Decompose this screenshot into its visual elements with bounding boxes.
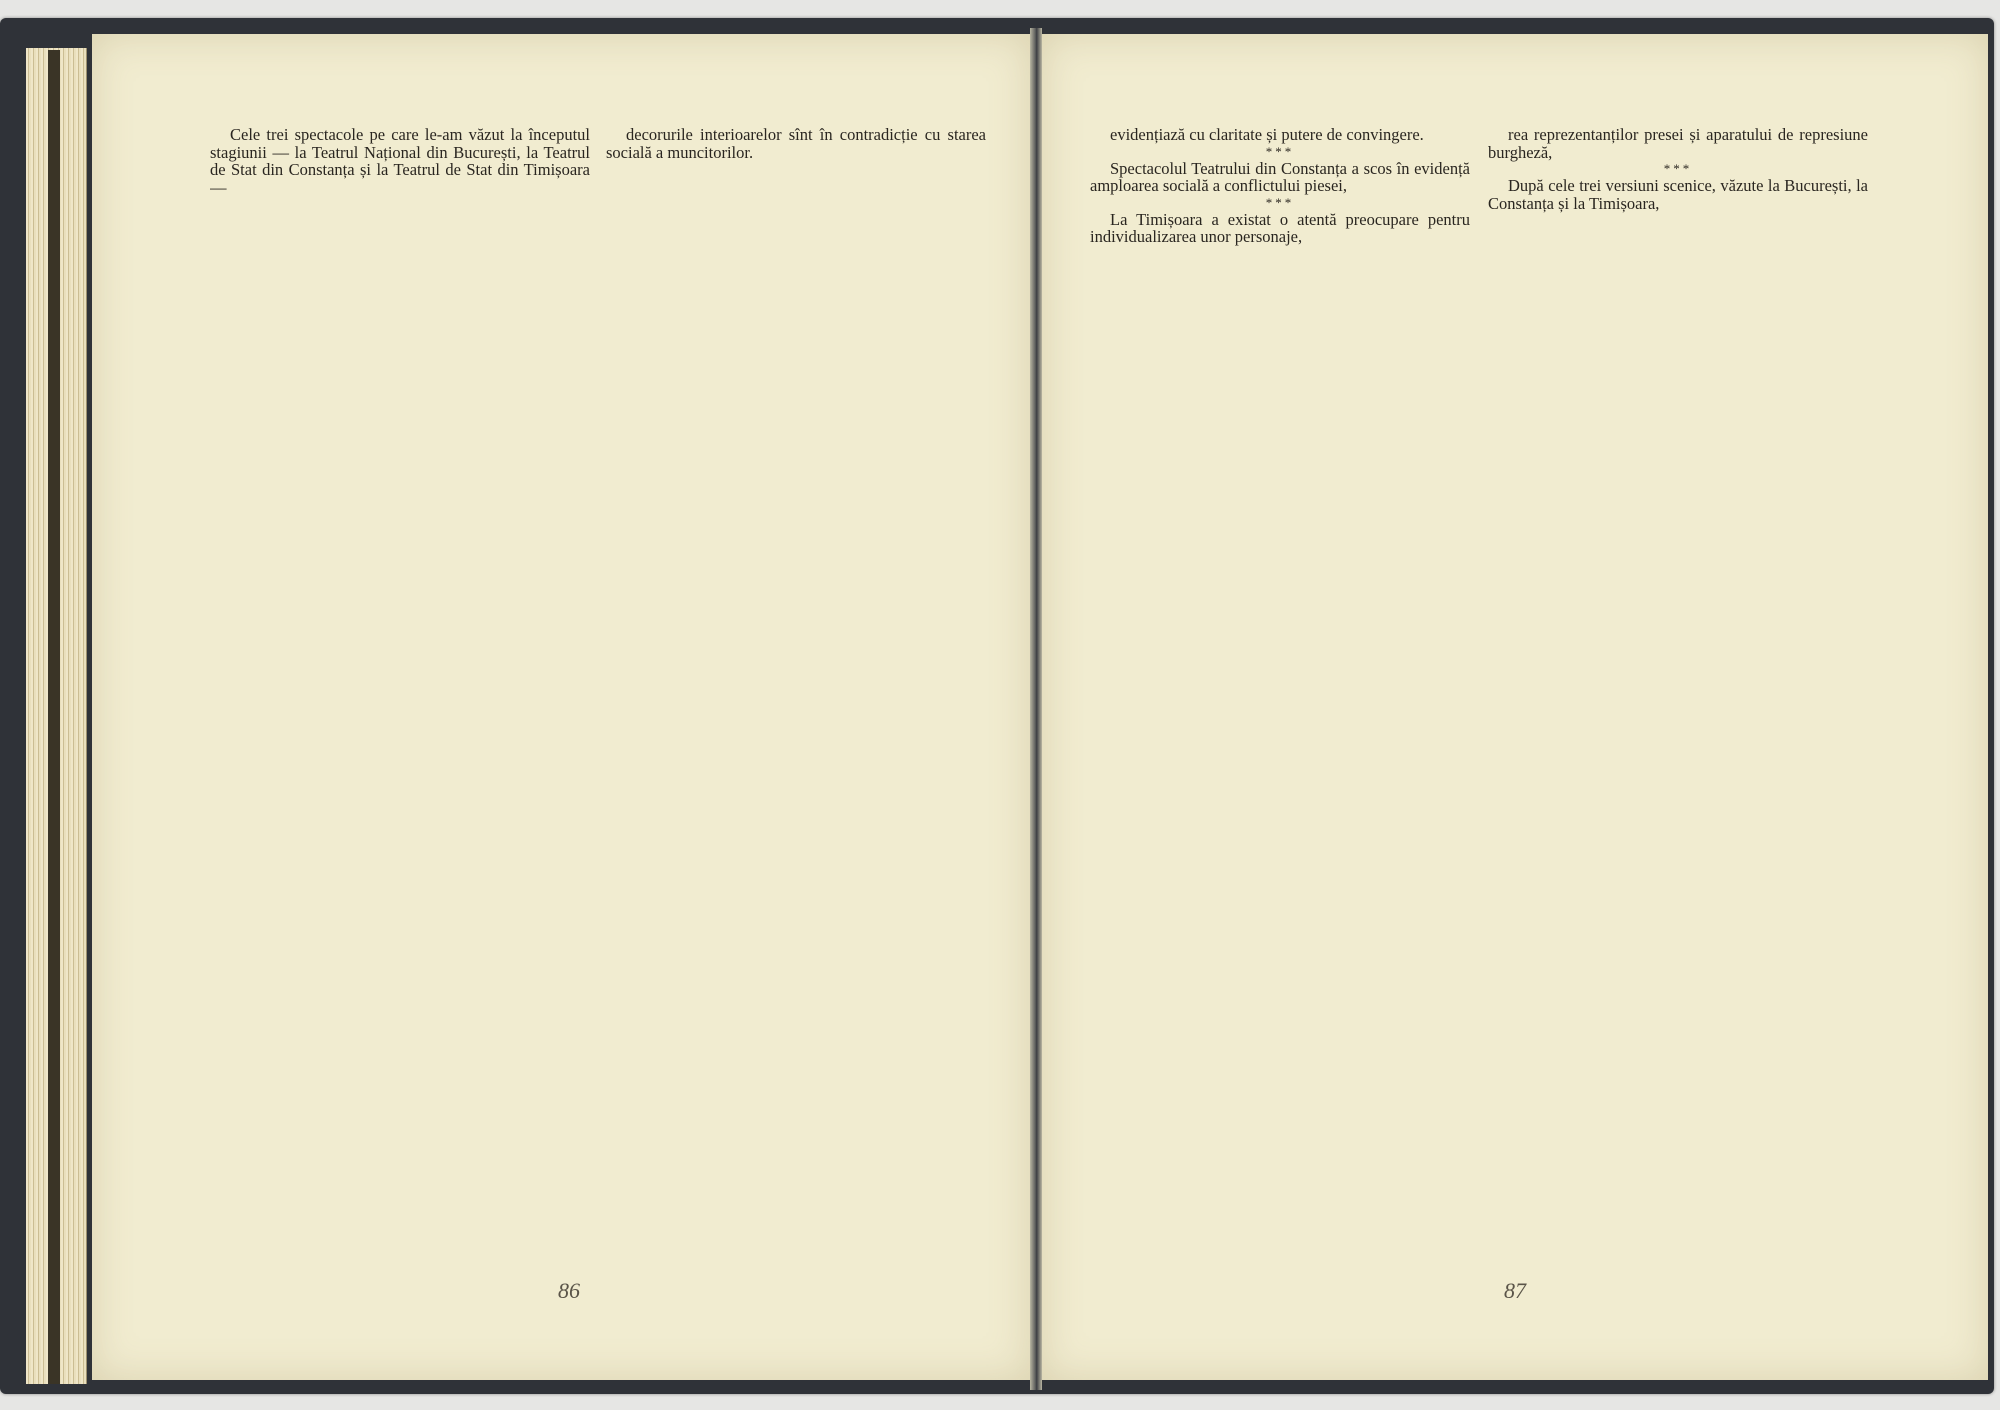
paragraph: rea reprezentanților presei și aparatului de represiune burgheză,: [1488, 126, 1868, 162]
page-number: 87: [1504, 1278, 1526, 1303]
spine-edge: [48, 50, 60, 1384]
left-page-column-2: [606, 126, 986, 1266]
right-page: [1042, 34, 1988, 1380]
page-number: 86: [558, 1278, 580, 1303]
left-page-column-1: [210, 126, 590, 1266]
paragraph: La Timișoara a existat o atentă preocupare pentru individualizarea unor personaje,: [1090, 209, 1470, 247]
right-page-column-1: [1090, 126, 1470, 1266]
book-gutter: [1030, 28, 1042, 1390]
section-separator: ***: [1663, 161, 1693, 177]
left-page: [92, 34, 1030, 1380]
paragraph: decorurile interioarelor sînt în contradicție cu starea socială a muncitorilor.: [606, 126, 986, 162]
paragraph: Spectacolul Teatrului din Constanța a scos în evidență amploarea socială a conflictului piesei,: [1090, 158, 1470, 196]
section-separator: ***: [1265, 143, 1295, 159]
paragraph: După cele trei versiuni scenice, văzute la București, la Constanța și la Timișoara,: [1488, 176, 1868, 213]
section-separator: ***: [1265, 194, 1295, 210]
paragraph: evidențiază cu claritate și putere de convingere.: [1110, 126, 1424, 144]
right-page-column-2: [1488, 126, 1868, 1266]
paragraph: Cele trei spectacole pe care le-am văzut la începutul stagiunii — la Teatrul Național din București, la Teatrul de Stat din Constanța și la Teatrul de Stat din Timișoara —: [210, 126, 590, 197]
